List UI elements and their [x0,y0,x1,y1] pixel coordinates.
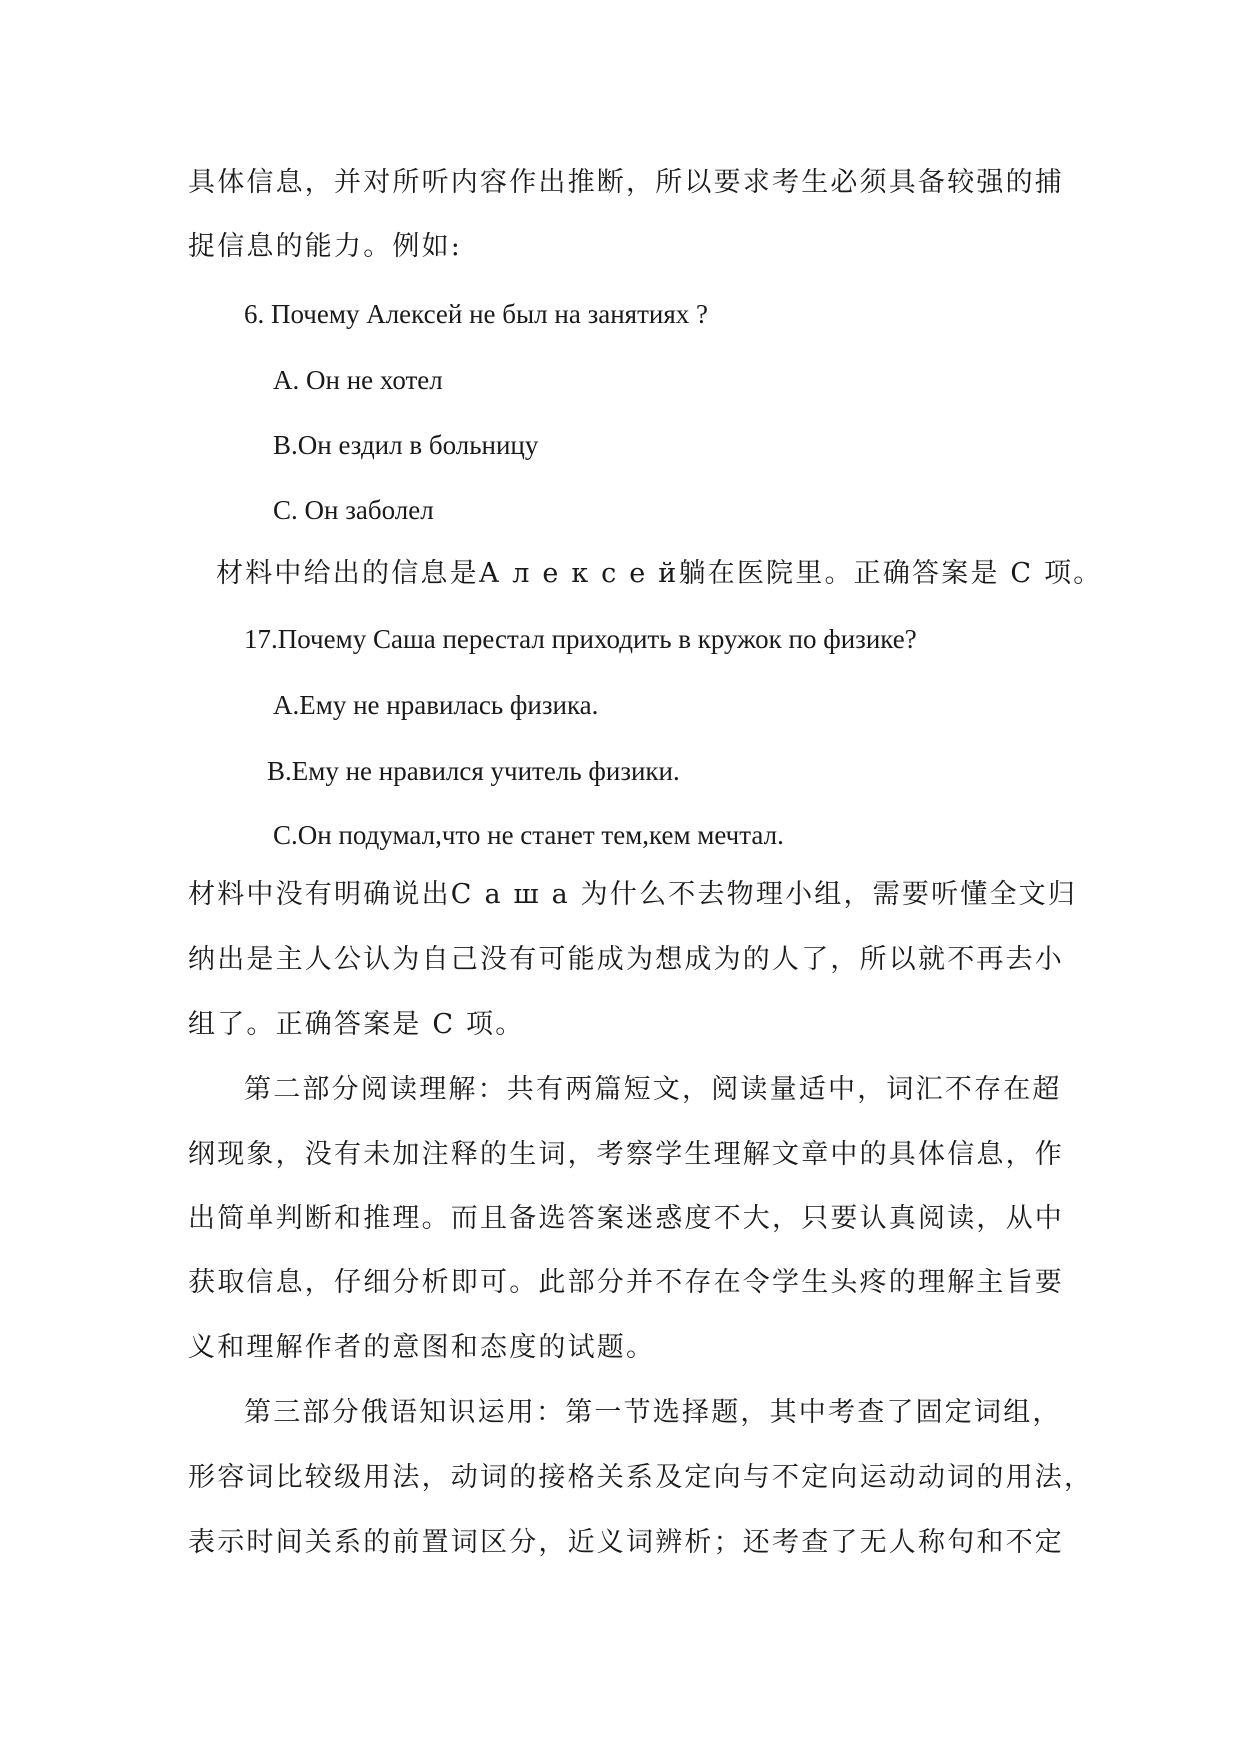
paragraph-line: 第二部分阅读理解：共有两篇短文，阅读量适中，词汇不存在超 [244,1074,1062,1105]
paragraph-line: 纲现象，没有未加注释的生词，考察学生理解文章中的具体信息，作 [188,1139,1064,1170]
option-b: B.Он ездил в больницу [273,430,539,460]
paragraph-line: 组了。正确答案是 C 项。 [188,1009,525,1040]
paragraph-line: 纳出是主人公认为自己没有可能成为想成为的人了，所以就不再去小 [188,944,1064,975]
paragraph-line: 出简单判断和推理。而且备选答案迷惑度不大，只要认真阅读，从中 [188,1203,1064,1234]
option-c: C.Он подумал,что не станет тем,кем мечтал. [273,820,784,850]
paragraph-line: 表示时间关系的前置词区分，近义词辨析；还考查了无人称句和不定 [188,1527,1064,1558]
paragraph-line: 具体信息，并对所听内容作出推断，所以要求考生必须具备较强的捕 [188,167,1064,198]
question-6: 6. Почему Алексей не был на занятиях ? [244,299,708,329]
paragraph-line: 形容词比较级用法，动词的接格关系及定向与不定向运动动词的用法， [188,1462,1094,1493]
paragraph-line: 捉信息的能力。例如: [188,231,463,262]
option-c: C. Он заболел [273,495,434,525]
option-a: A.Ему не нравилась физика. [273,690,599,720]
answer-explanation: 材料中给出的信息是А л е к с е й躺在医院里。正确答案是 C 项。 [216,558,1103,589]
paragraph-line: 材料中没有明确说出С а ш а 为什么不去物理小组，需要听懂全文归 [188,879,1078,910]
option-a: A. Он не хотел [273,365,443,395]
option-b: B.Ему не нравился учитель физики. [267,756,680,786]
question-17: 17.Почему Саша перестал приходить в кружок по физике? [244,624,917,654]
paragraph-line: 获取信息，仔细分析即可。此部分并不存在令学生头疼的理解主旨要 [188,1267,1064,1298]
paragraph-line: 第三部分俄语知识运用：第一节选择题，其中考查了固定词组， [244,1397,1062,1428]
paragraph-line: 义和理解作者的意图和态度的试题。 [188,1332,656,1363]
